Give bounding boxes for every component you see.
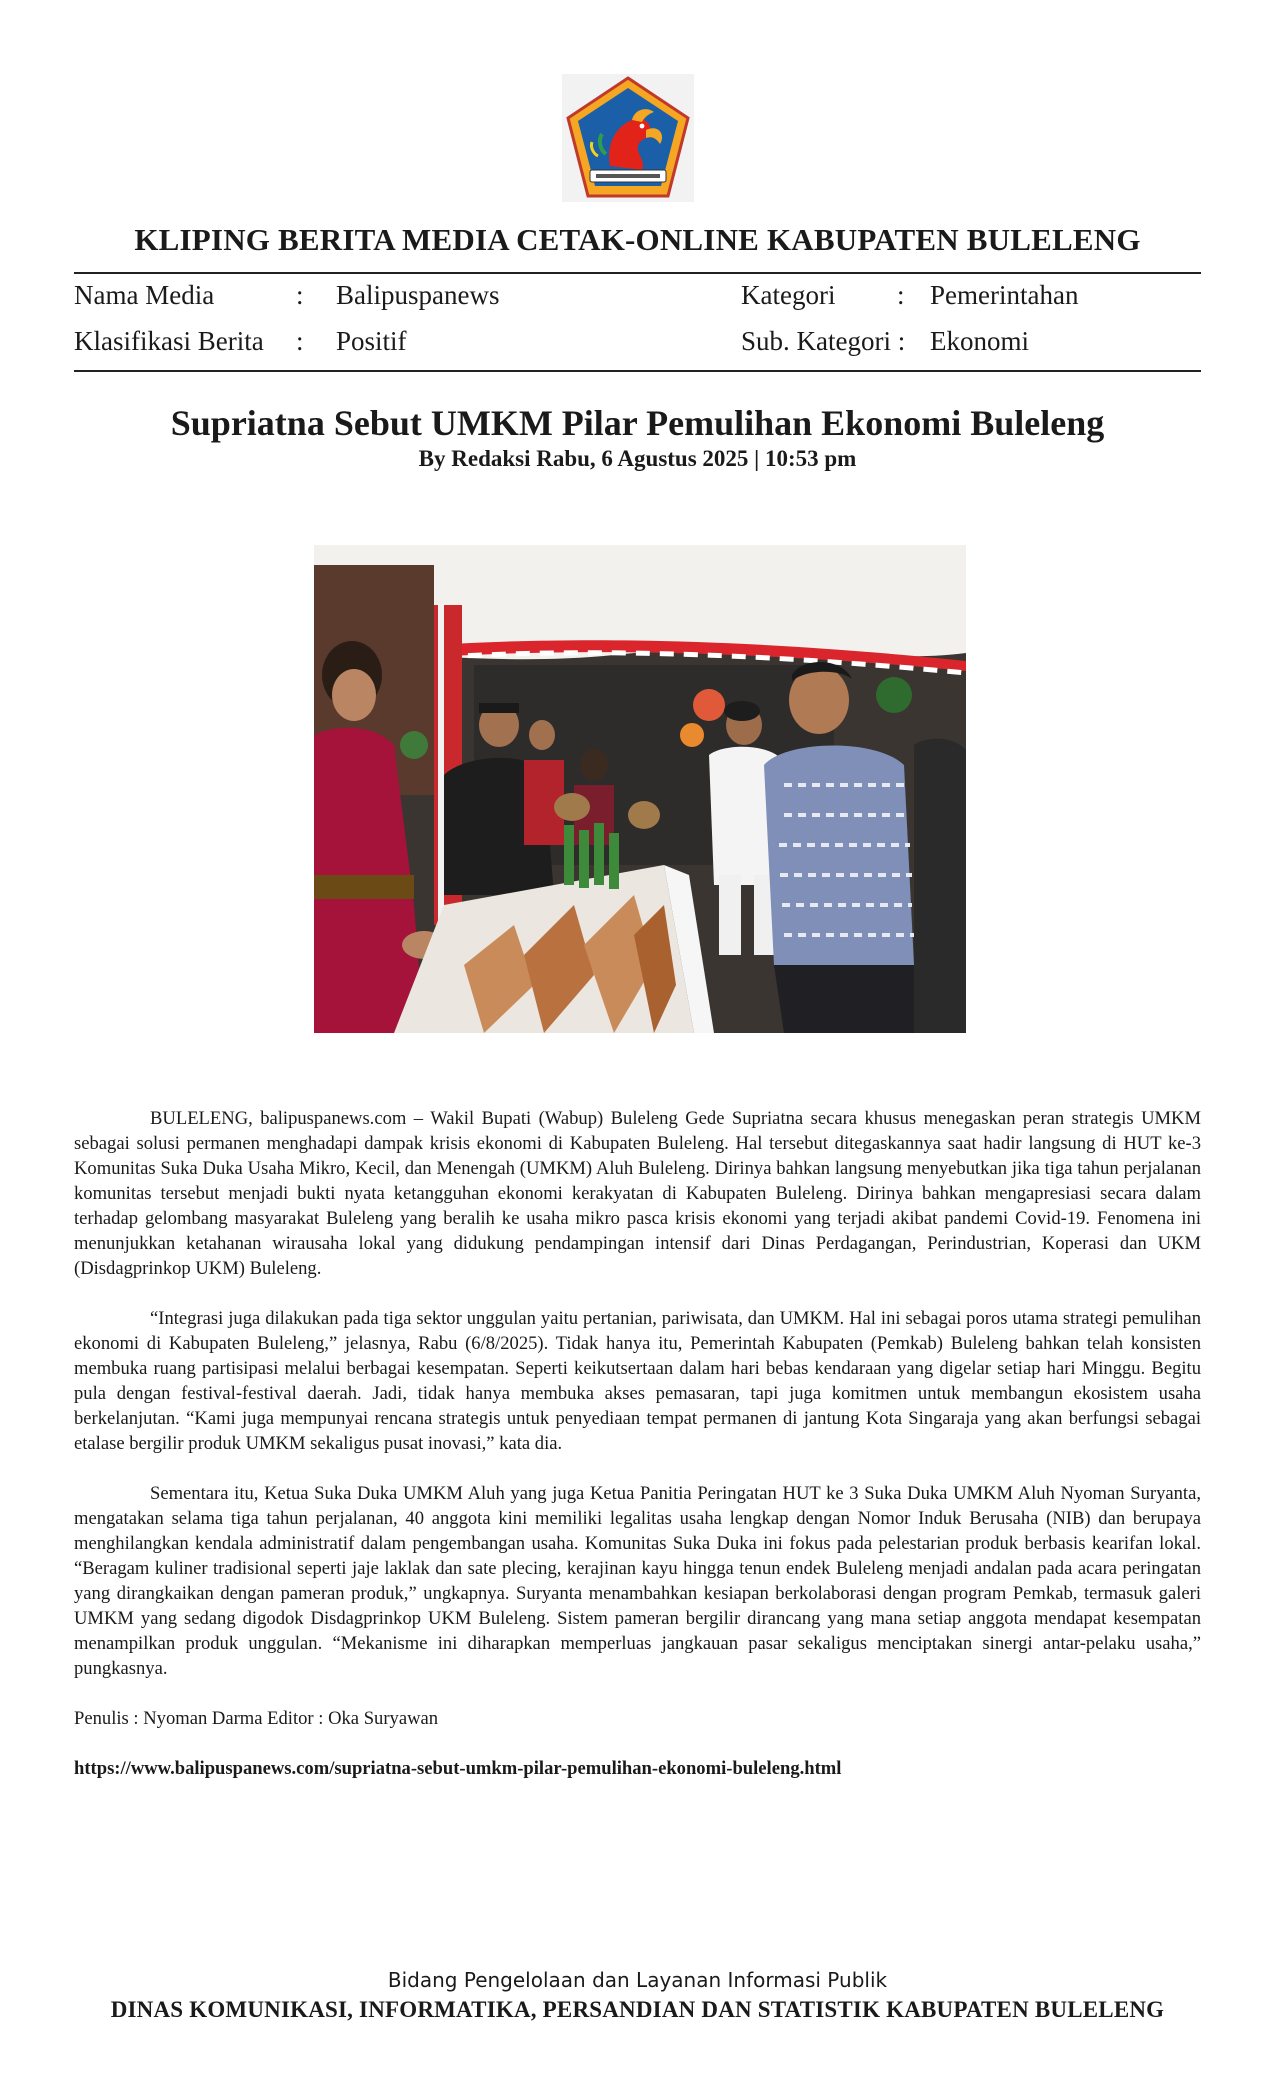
classification-value: Positif	[336, 326, 407, 356]
category-label: Kategori	[741, 280, 836, 310]
umkm-exhibition-photo	[314, 545, 966, 1033]
article-paragraph-3: Sementara itu, Ketua Suka Duka UMKM Aluh yang juga Ketua Panitia Peringatan HUT ke 3 Suka Duka UMKM Aluh Nyoman Suryanta, mengatakan selama tiga tahun perjalanan, 40 anggota kini memiliki legalitas usaha lengkap dengan Nomor Induk Berusaha (NIB) dan berupaya menghilangkan kendala administratif dalam pengembangan usaha. Komunitas Suka Duka ini fokus pada pelestarian produk berbasis kearifan lokal. “Beragam kuliner tradisional seperti jaje laklak dan sate plecing, kerajinan kayu hingga tenun endek Buleleng menjadi andalan pada acara peringatan yang dirangkaikan dengan pameran produk,” ungkapnya. Suryanta menambahkan kesiapan berkolaborasi dengan program Pemkab, termasuk galeri UMKM yang sedang digodok Disdagprinkop UKM Buleleng. Sistem pameran bergilir dirancang yang mana setiap anggota mendapat kesempatan menampilkan produk unggulan. “Mekanisme ini diharapkan memperluas jangkauan pasar sekaligus menciptakan sinergi antar-pelaku usaha,” pungkasnya.	[74, 1483, 1201, 1679]
article-paragraph-1: BULELENG, balipuspanews.com – Wakil Bupati (Wabup) Buleleng Gede Supriatna secara khusus menegaskan peran strategis UMKM sebagai solusi permanen menghadapi dampak krisis ekonomi di Kabupaten Buleleng. Hal tersebut ditegaskannya saat hadir langsung di HUT ke-3 Komunitas Suka Duka Usaha Mikro, Kecil, dan Menengah (UMKM) Aluh Buleleng. Dirinya bahkan langsung menyebutkan jika tiga tahun perjalanan komunitas tersebut menjadi bukti nyata ketangguhan ekonomi kerakyatan di Kabupaten Buleleng. Dirinya bahkan mengapresiasi secara dalam terhadap gelombang masyarakat Buleleng yang beralih ke usaha mikro pasca krisis ekonomi yang terjadi akibat pandemi Covid-19. Fenomena ini menunjukkan ketahanan wirausaha lokal yang didukung pendampingan intensif dari Dinas Perdagangan, Perindustrian, Koperasi dan UKM (Disdagprinkop UKM) Buleleng.	[74, 1108, 1201, 1279]
footer-agency: DINAS KOMUNIKASI, INFORMATIKA, PERSANDIAN DAN STATISTIK KABUPATEN BULELENG	[110, 1997, 1165, 2022]
media-colon: :	[296, 280, 304, 310]
classification-colon: :	[296, 326, 304, 356]
media-value: Balipuspanews	[336, 280, 500, 310]
media-label: Nama Media	[74, 280, 215, 310]
subcategory-label: Sub. Kategori :	[741, 326, 906, 356]
article-paragraph-2: “Integrasi juga dilakukan pada tiga sektor unggulan yaitu pertanian, pariwisata, dan UMKM. Hal ini sebagai poros utama strategi pemulihan ekonomi di Kabupaten Buleleng,” jelasnya, Rabu (6/8/2025). Tidak hanya itu, Pemerintah Kabupaten (Pemkab) Buleleng bahkan telah konsisten membuka ruang partisipasi melalui berbagai kesempatan. Seperti keikutsertaan dalam hari bebas kendaraan yang digelar setiap hari Minggu. Begitu pula dengan festival-festival daerah. Jadi, tidak hanya membuka akses pemasaran, tapi juga komitmen untuk membangun ekosistem usaha berkelanjutan. “Kami juga mempunyai rencana strategis untuk penyediaan tempat permanen di jantung Kota Singaraja yang akan berfungsi sebagai etalase bergilir produk UMKM sekaligus pusat inovasi,” kata dia.	[74, 1308, 1201, 1454]
article-source-link[interactable]: https://www.balipuspanews.com/supriatna-sebut-umkm-pilar-pemulihan-ekonomi-buleleng.html	[74, 1758, 842, 1779]
category-value: Pemerintahan	[930, 280, 1079, 310]
category-colon: :	[897, 280, 905, 310]
masthead-title: KLIPING BERITA MEDIA CETAK-ONLINE KABUPATEN BULELENG	[134, 222, 1141, 257]
header-divider-bottom	[74, 370, 1201, 372]
subcategory-value: Ekonomi	[930, 326, 1029, 356]
article-byline: By Redaksi Rabu, 6 Agustus 2025 | 10:53 pm	[418, 446, 857, 471]
classification-label: Klasifikasi Berita	[74, 326, 264, 356]
article-body	[74, 1106, 1201, 1806]
footer-unit: Bidang Pengelolaan dan Layanan Informasi Publik	[387, 1968, 888, 1992]
regency-crest-icon	[562, 74, 694, 202]
article-credits: Penulis : Nyoman Darma Editor : Oka Suryawan	[74, 1708, 439, 1729]
article-headline: Supriatna Sebut UMKM Pilar Pemulihan Ekonomi Buleleng	[170, 403, 1105, 443]
header-divider-top	[74, 272, 1201, 274]
